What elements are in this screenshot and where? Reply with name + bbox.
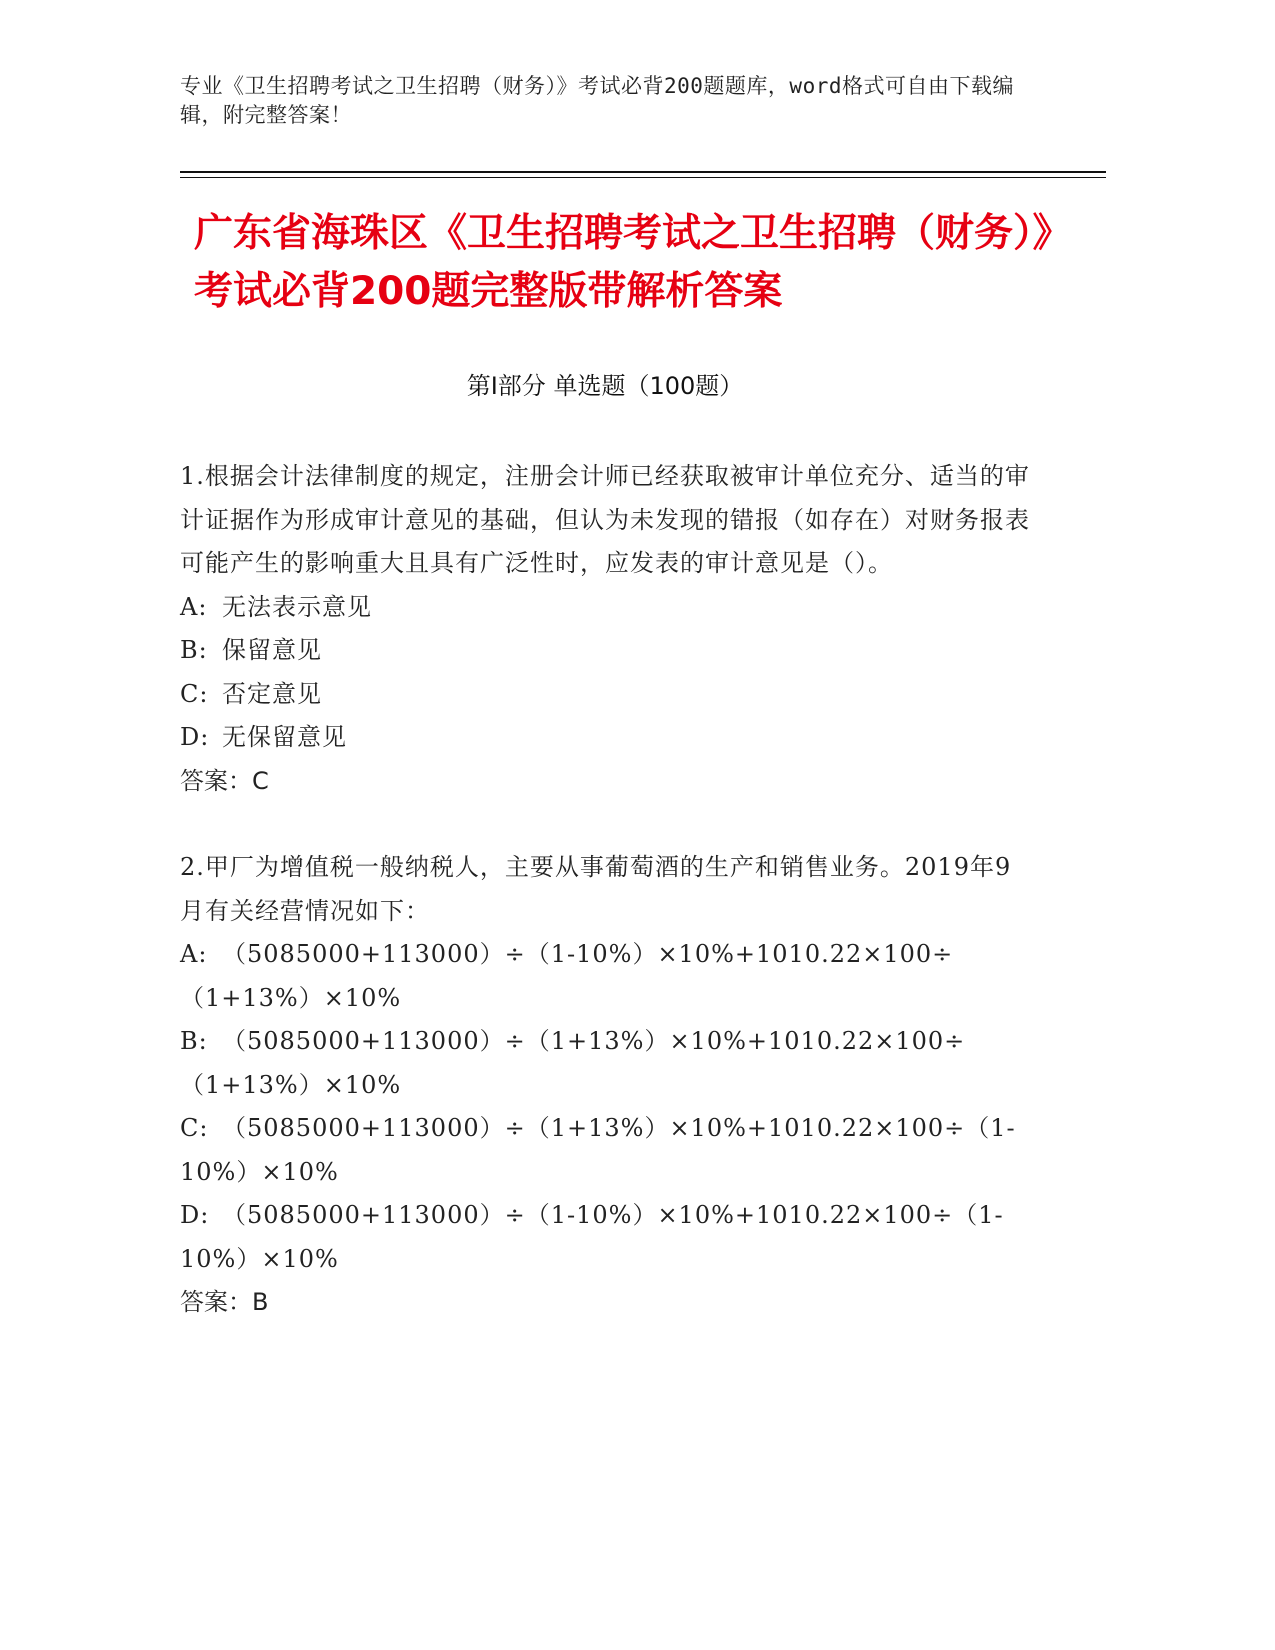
question-stem: 1.根据会计法律制度的规定，注册会计师已经获取被审计单位充分、适当的审计证据作为形成审计意见的基础，但认为未发现的错报（如存在）对财务报表可能产生的影响重大且具有广泛性时，应发表的审计意见是（）。 [180,462,1030,577]
header-rule-thick [180,171,1106,173]
answer: 答案：C [180,766,269,795]
option-text: 保留意见 [222,636,322,664]
option-text: （5085000+113000）÷（1+13%）×10%+1010.22×100÷（1+13%）×10% [180,1027,966,1099]
option-key: A: [180,592,208,621]
header-note: 专业《卫生招聘考试之卫生招聘（财务）》考试必背200题题库，word格式可自由下载编辑，附完整答案！ [180,74,1014,127]
option-text: 无法表示意见 [222,592,372,621]
option-text: （5085000+113000）÷（1+13%）×10%+1010.22×100÷（1-10%）×10% [180,1114,1016,1186]
answer: 答案：B [180,1288,269,1316]
option-d [180,716,1030,760]
header-rule-thin [180,177,1106,178]
option-a [180,586,1030,630]
option-b [180,1020,1030,1107]
question-1 [180,455,1030,803]
option-a [180,933,1030,1020]
question-list [180,455,1030,1368]
question-stem: 2.甲厂为增值税一般纳税人，主要从事葡萄酒的生产和销售业务。2019年9月有关经营情况如下： [180,853,1012,925]
option-key: B: [180,1027,208,1055]
option-text: 否定意见 [222,679,322,708]
section-title: 第I部分 单选题（100题） [466,372,744,400]
option-text: 无保留意见 [222,723,347,751]
document-title: 广东省海珠区《卫生招聘考试之卫生招聘（财务）》考试必背200题完整版带解析答案 [194,211,1072,314]
option-d [180,1194,1030,1281]
option-key: D: [180,723,210,751]
option-c [180,1107,1030,1194]
option-key: C: [180,1114,209,1142]
option-b [180,629,1030,673]
option-text: （5085000+113000）÷（1-10%）×10%+1010.22×100÷（1+13%）×10% [180,940,954,1012]
option-key: C: [180,679,209,708]
option-key: A: [180,940,208,968]
option-key: D: [180,1201,210,1229]
question-2 [180,846,1030,1325]
option-c [180,673,1030,717]
option-key: B: [180,636,208,664]
option-text: （5085000+113000）÷（1-10%）×10%+1010.22×100÷（1-10%）×10% [180,1201,1004,1273]
